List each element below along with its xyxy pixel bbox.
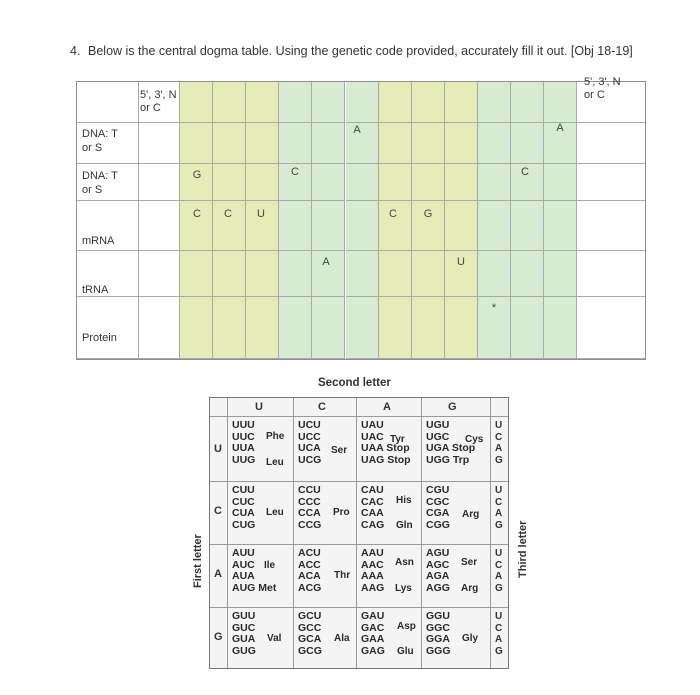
- answer-cell[interactable]: [180, 251, 213, 297]
- answer-cell[interactable]: [379, 81, 412, 123]
- third-letter: U: [495, 420, 503, 431]
- codon: UAG Stop: [361, 454, 411, 467]
- codon: CGA: [426, 507, 450, 520]
- given-letter: C: [389, 208, 397, 220]
- codon: CAC: [361, 495, 384, 508]
- header-right-label: 5', 3', N or C: [584, 76, 621, 101]
- answer-cell[interactable]: [180, 81, 213, 123]
- codon: AGG: [426, 582, 450, 595]
- codon: CAU: [361, 484, 384, 496]
- codon: CCC: [298, 495, 321, 508]
- answer-cell[interactable]: [379, 123, 412, 164]
- codon: GAA: [361, 633, 385, 646]
- answer-cell[interactable]: [478, 123, 511, 164]
- aa-arg: Arg: [461, 583, 479, 594]
- answer-cell[interactable]: [544, 81, 577, 123]
- answer-cell[interactable]: [412, 164, 445, 201]
- answer-cell[interactable]: [213, 297, 246, 359]
- codon: GCU: [298, 610, 322, 622]
- answer-cell[interactable]: [279, 297, 312, 359]
- codon: CUU: [232, 484, 255, 496]
- codon: CGG: [426, 519, 450, 532]
- third-letter: A: [495, 571, 503, 583]
- codon: GUC: [232, 621, 256, 634]
- codon: AUA: [232, 570, 255, 583]
- row-label-cell: [76, 297, 139, 359]
- answer-cell[interactable]: [544, 164, 577, 201]
- given-letter: A: [353, 124, 361, 136]
- end-label-cell: [577, 164, 646, 201]
- codon: GAC: [361, 621, 385, 634]
- answer-cell[interactable]: [246, 251, 279, 297]
- second-letter-c: C: [318, 401, 326, 413]
- third-letter: U: [495, 485, 503, 496]
- given-letter: A: [322, 256, 330, 268]
- answer-cell[interactable]: [445, 201, 478, 251]
- end-label-cell: [139, 201, 180, 251]
- question-number: 4.: [70, 44, 81, 58]
- codon: GGA: [426, 633, 450, 646]
- table-divider: [210, 416, 508, 417]
- codon: CGC: [426, 495, 450, 508]
- third-letter: U: [495, 611, 503, 622]
- answer-cell[interactable]: [478, 251, 511, 297]
- codon: CCG: [298, 519, 322, 532]
- answer-cell[interactable]: [246, 297, 279, 359]
- answer-cell[interactable]: [379, 297, 412, 359]
- codon: ACC: [298, 558, 321, 571]
- end-label-cell: [139, 164, 180, 201]
- answer-cell[interactable]: [279, 201, 312, 251]
- third-letter: G: [495, 646, 503, 658]
- third-letter: A: [495, 634, 503, 646]
- codon: UAU: [361, 419, 384, 431]
- codon: CUC: [232, 495, 255, 508]
- end-label-cell: [139, 297, 180, 359]
- aa-ser: Ser: [461, 557, 478, 568]
- codon: AGA: [426, 570, 450, 583]
- aa-ile: Ile: [264, 560, 276, 571]
- codon: GGU: [426, 610, 450, 622]
- codon: AGU: [426, 547, 450, 559]
- table-divider: [356, 398, 357, 668]
- codon: ACA: [298, 570, 321, 583]
- answer-cell[interactable]: [279, 81, 312, 123]
- aa-lys: Lys: [395, 583, 412, 594]
- aa-tyr: Tyr: [390, 434, 405, 445]
- answer-cell[interactable]: [246, 81, 279, 123]
- aa-ser: Ser: [331, 445, 348, 456]
- codon: UCC: [298, 430, 321, 443]
- table-divider: [227, 398, 228, 668]
- table-divider: [293, 398, 294, 668]
- first-letter-g: G: [214, 631, 223, 643]
- codon: CCU: [298, 484, 321, 496]
- third-letter: C: [495, 431, 503, 443]
- answer-cell[interactable]: [379, 164, 412, 201]
- table-divider: [421, 398, 422, 668]
- codon: AAU: [361, 547, 384, 559]
- second-letter-g: G: [448, 401, 457, 413]
- codon: AUU: [232, 547, 255, 559]
- given-letter: *: [491, 302, 497, 314]
- answer-cell[interactable]: [180, 297, 213, 359]
- third-letter: A: [495, 508, 503, 520]
- answer-cell[interactable]: [312, 81, 345, 123]
- answer-cell[interactable]: [412, 123, 445, 164]
- third-letter: U: [495, 548, 503, 559]
- codon: UUA: [232, 442, 255, 455]
- answer-cell[interactable]: [544, 297, 577, 359]
- answer-cell[interactable]: [346, 81, 379, 123]
- end-label-cell: [139, 251, 180, 297]
- codon: AAG: [361, 582, 385, 595]
- answer-cell[interactable]: [346, 251, 379, 297]
- answer-cell[interactable]: [379, 251, 412, 297]
- aa-asn: Asn: [395, 557, 414, 568]
- answer-cell[interactable]: [246, 123, 279, 164]
- aa-val: Val: [267, 633, 282, 644]
- first-letter-u: U: [214, 443, 222, 455]
- codon: ACU: [298, 547, 321, 559]
- codon: UUC: [232, 430, 255, 443]
- aa-leu: Leu: [266, 457, 284, 468]
- codon: AUC: [232, 558, 255, 571]
- answer-cell[interactable]: [544, 201, 577, 251]
- third-letter: C: [495, 559, 503, 571]
- end-label-cell: [577, 123, 646, 164]
- codon: GUU: [232, 610, 256, 622]
- table-divider: [210, 481, 508, 482]
- aa-cys: Cys: [465, 434, 484, 445]
- answer-cell[interactable]: [412, 251, 445, 297]
- aa-asp: Asp: [397, 621, 416, 632]
- first-letter-c: C: [214, 505, 222, 517]
- aa-phe: Phe: [266, 431, 285, 442]
- codon: UCA: [298, 442, 321, 455]
- given-letter: G: [423, 208, 433, 220]
- codon: GGC: [426, 621, 450, 634]
- answer-cell[interactable]: [511, 251, 544, 297]
- codon: CAA: [361, 507, 384, 520]
- table-divider: [490, 398, 491, 668]
- codon: CUG: [232, 519, 256, 532]
- answer-cell[interactable]: [478, 201, 511, 251]
- given-letter: G: [192, 169, 202, 181]
- row-label-dna-1: DNA: T or S: [82, 128, 118, 154]
- row-label-cell: [76, 81, 139, 123]
- aa-gln: Gln: [396, 520, 413, 531]
- header-left-label: 5', 3', N or C: [140, 89, 177, 114]
- codon: UAA Stop: [361, 442, 410, 455]
- given-letter: U: [257, 208, 265, 220]
- aa-his: His: [396, 495, 412, 506]
- aa-leu: Leu: [266, 507, 284, 518]
- answer-cell[interactable]: [478, 81, 511, 123]
- codon: UUG: [232, 454, 256, 467]
- answer-cell[interactable]: [346, 164, 379, 201]
- third-letter: G: [495, 583, 503, 595]
- codon: GCC: [298, 621, 322, 634]
- row-label-trna: tRNA: [82, 284, 109, 296]
- codon: AAC: [361, 558, 384, 571]
- codon: ACG: [298, 582, 322, 595]
- codon: GAG: [361, 645, 385, 658]
- codon: UGG Trp: [426, 454, 470, 467]
- third-letter-axis-label: Third letter: [517, 520, 529, 578]
- codon: GAU: [361, 610, 385, 622]
- given-letter: U: [457, 256, 465, 268]
- answer-cell[interactable]: [544, 251, 577, 297]
- answer-cell[interactable]: [312, 297, 345, 359]
- question-body: Below is the central dogma table. Using the genetic code provided, accurately fill it out. [Obj 18-19]: [88, 44, 633, 58]
- codon: GCG: [298, 645, 322, 658]
- codon: UGU: [426, 419, 450, 431]
- answer-cell[interactable]: [511, 123, 544, 164]
- aa-glu: Glu: [397, 646, 414, 657]
- first-letter-axis-label: First letter: [192, 534, 204, 588]
- third-letter: G: [495, 455, 503, 467]
- answer-cell[interactable]: [445, 123, 478, 164]
- answer-cell[interactable]: [445, 297, 478, 359]
- row-label-protein: Protein: [82, 332, 117, 344]
- answer-cell[interactable]: [511, 201, 544, 251]
- answer-cell[interactable]: [478, 164, 511, 201]
- codon: GUG: [232, 645, 256, 658]
- end-label-cell: [139, 123, 180, 164]
- answer-cell[interactable]: [445, 81, 478, 123]
- first-letter-a: A: [214, 568, 222, 580]
- table-divider: [210, 544, 508, 545]
- codon: CCA: [298, 507, 321, 520]
- row-label-mrna: mRNA: [82, 235, 115, 247]
- third-letter: C: [495, 622, 503, 634]
- codon: CUA: [232, 507, 255, 520]
- question-text: [70, 42, 668, 60]
- aa-gly: Gly: [462, 633, 479, 644]
- codon: GCA: [298, 633, 322, 646]
- aa-pro: Pro: [333, 507, 350, 518]
- end-label-cell: [577, 201, 646, 251]
- codon: GGG: [426, 645, 451, 658]
- aa-thr: Thr: [334, 570, 351, 581]
- third-letter: C: [495, 496, 503, 508]
- answer-cell[interactable]: [346, 201, 379, 251]
- answer-cell[interactable]: [279, 251, 312, 297]
- answer-cell[interactable]: [213, 164, 246, 201]
- answer-cell[interactable]: [312, 201, 345, 251]
- third-letter: G: [495, 520, 503, 532]
- answer-cell[interactable]: [246, 164, 279, 201]
- codon: AGC: [426, 558, 450, 571]
- given-letter: C: [521, 166, 529, 178]
- answer-cell[interactable]: [412, 81, 445, 123]
- answer-cell[interactable]: [511, 297, 544, 359]
- codon: AAA: [361, 570, 384, 583]
- answer-cell[interactable]: [180, 123, 213, 164]
- row-label-dna-2: DNA: T or S: [82, 170, 118, 196]
- codon: UGA Stop: [426, 442, 476, 455]
- second-letter-u: U: [255, 401, 263, 413]
- codon: UAC: [361, 430, 384, 443]
- codon: UCG: [298, 454, 322, 467]
- codon: UGC: [426, 430, 450, 443]
- aa-ala: Ala: [334, 633, 350, 644]
- codon: UUU: [232, 419, 255, 431]
- answer-cell[interactable]: [213, 123, 246, 164]
- table-divider: [210, 607, 508, 608]
- codon: GUA: [232, 633, 256, 646]
- end-label-cell: [577, 251, 646, 297]
- answer-cell[interactable]: [346, 297, 379, 359]
- second-letter-a: A: [383, 401, 391, 413]
- answer-cell[interactable]: [213, 81, 246, 123]
- codon: CAG: [361, 519, 385, 532]
- given-letter: C: [193, 208, 201, 220]
- answer-cell[interactable]: [412, 297, 445, 359]
- codon: CGU: [426, 484, 450, 496]
- codon: AUG Met: [232, 582, 277, 595]
- answer-cell[interactable]: [312, 164, 345, 201]
- codon: UCU: [298, 419, 321, 431]
- answer-cell[interactable]: [511, 81, 544, 123]
- answer-cell[interactable]: [445, 164, 478, 201]
- end-label-cell: [577, 297, 646, 359]
- aa-arg: Arg: [462, 509, 480, 520]
- answer-cell[interactable]: [213, 251, 246, 297]
- codon-table-title: Second letter: [318, 377, 391, 389]
- third-letter: A: [495, 443, 503, 455]
- answer-cell[interactable]: [279, 123, 312, 164]
- given-letter: A: [556, 122, 564, 134]
- given-letter: C: [291, 166, 299, 178]
- given-letter: C: [224, 208, 232, 220]
